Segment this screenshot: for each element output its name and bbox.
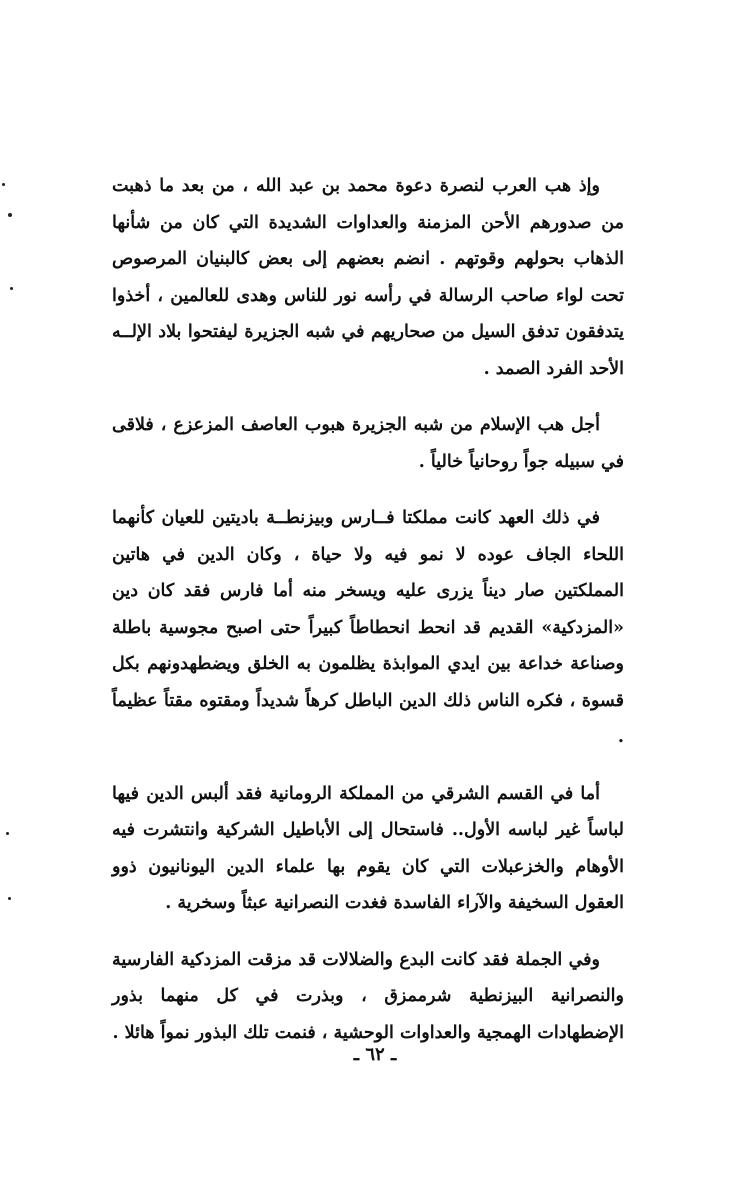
paragraph-3: في ذلك العهد كانت مملكتا فــارس وبيزنطــة باديتين للعيان كأنهما اللحاء الجاف عوده لا نمو فيه ولا حياة ، وكان الدين في هاتين المملكتين صار ديناً يزرى عليه ويسخر منه أما فارس فقد كان دين «المزدكية» القديم قد انحط انحطاطاً كبيراً حتى اصبح مجوسية باطلة وصناعة خداعة بين ايدي الموابذة يظلمون به الخلق ويضطهدونهم بكل قسوة ، فكره الناس ذلك الدين الباطل كرهاً شديداً ومقتوه مقتاً عظيماً . — [112, 508, 624, 747]
scan-speck — [8, 213, 12, 217]
scan-speck — [2, 183, 5, 186]
page-number: ـ ٦٢ ـ — [353, 1044, 397, 1065]
paragraph-4: أما في القسم الشرقي من المملكة الرومانية فقد ألبس الدين فيها لباساً غير لباسه الأول.. فاستحال إلى الأباطيل الشركية وانتشرت فيه الأوهام والخزعبلات التي كان يقوم بها علماء الدين اليونانيون ذوو العقول السخيفة والآراء الفاسدة فغدت النصرانية عبثاً وسخرية . — [112, 783, 624, 913]
scan-speck — [6, 832, 9, 835]
scan-speck — [10, 287, 13, 290]
paragraph-5: وفي الجملة فقد كانت البدع والضلالات قد مزقت المزدكية الفارسية والنصرانية البيزنطية شرممزق ، وبذرت في كل منهما بذور الإضطهادات الهمجية والعداوات الوحشية ، فنمت تلك البذور نمواً هائلا . — [112, 949, 624, 1043]
scan-speck — [8, 897, 11, 900]
body-text — [112, 168, 624, 1051]
paragraph-2: أجل هب الإسلام من شبه الجزيرة هبوب العاصف المزعزع ، فلاقى في سبيله جواً روحانياً خالياً . — [112, 415, 624, 472]
paragraph-1: وإذ هب العرب لنصرة دعوة محمد بن عبد الله ، من بعد ما ذهبت من صدورهم الأحن المزمنة والعداوات الشديدة التي كان من شأنها الذهاب بحولهم وقوتهم . انضم بعضهم إلى بعض كالبنيان المرصوص تحت لواء صاحب الرسالة في رأسه نور للناس وهدى للعالمين ، أخذوا يتدفقون تدفق السيل من صحاريهم في شبه الجزيرة ليفتحوا بلاد الإلــه الأحد الفرد الصمد . — [112, 176, 624, 379]
